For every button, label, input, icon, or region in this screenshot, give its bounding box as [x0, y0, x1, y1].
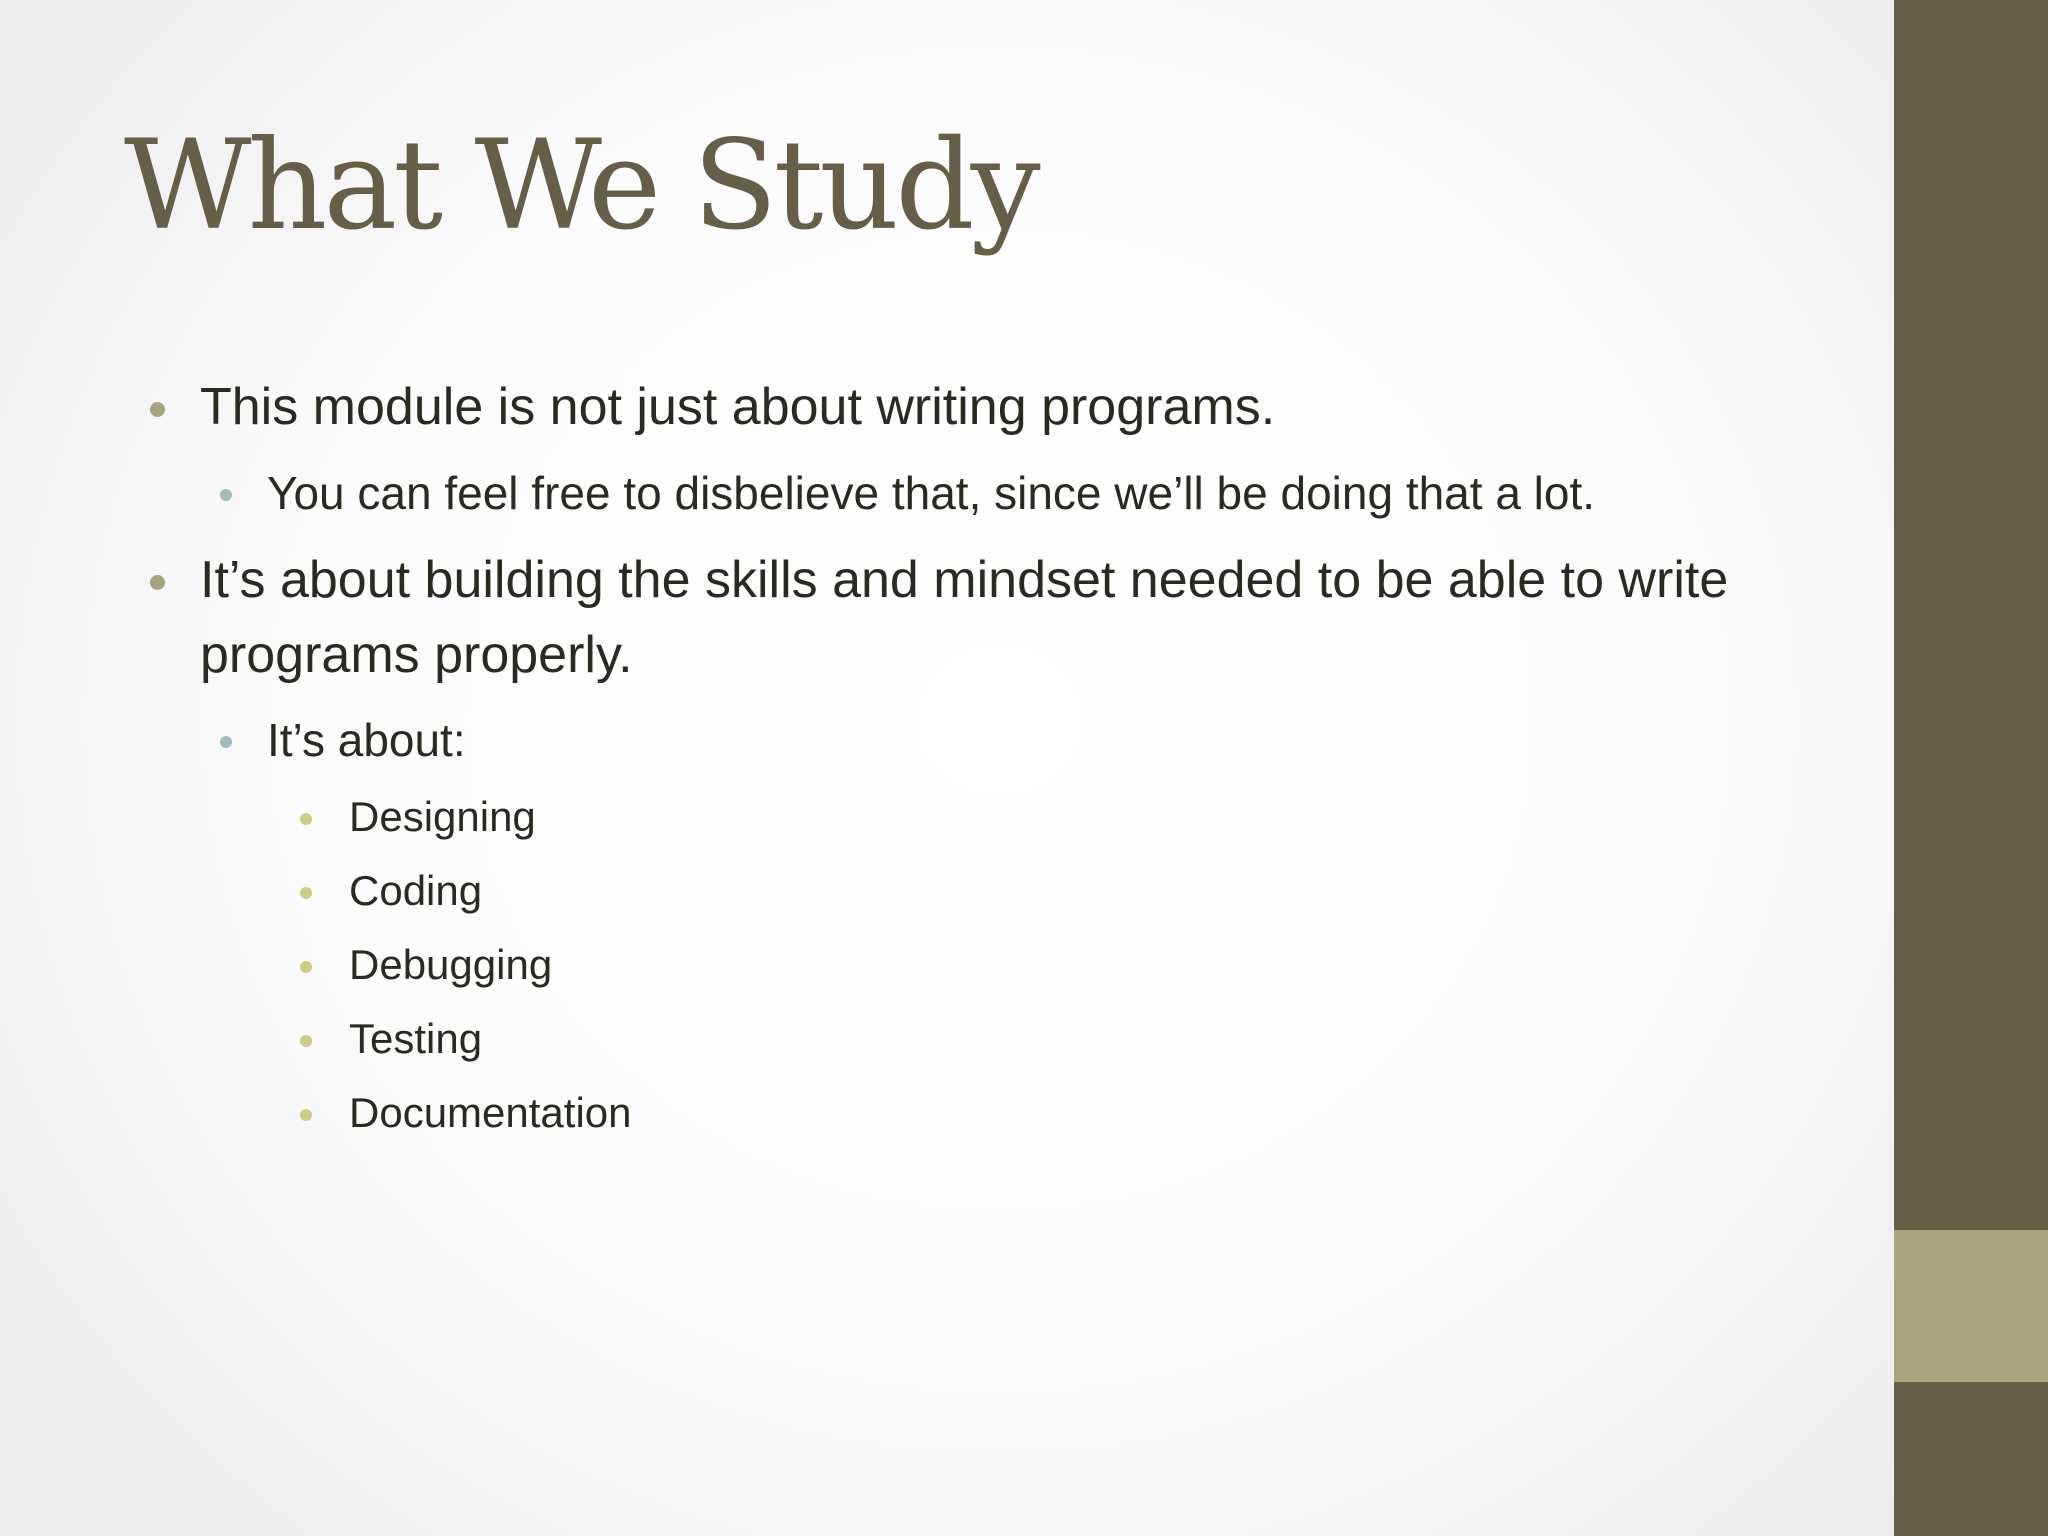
- bullet-text: Coding: [349, 867, 483, 914]
- bullet-text: It’s about building the skills and mindset needed to be able to write programs properly.: [200, 551, 1729, 684]
- bullet-item-level-3: [349, 787, 536, 847]
- side-bar-accent-decoration: [1894, 1230, 2048, 1382]
- bullet-item-level-1: [200, 370, 1275, 445]
- bullet-item-level-2: [267, 463, 1595, 523]
- bullet-dot-icon: [150, 402, 165, 417]
- slide-title: What We Study: [124, 114, 1037, 258]
- bullet-text: Testing: [349, 1015, 483, 1062]
- bullet-dot-icon: [220, 489, 232, 501]
- bullet-item-level-3: [349, 1083, 632, 1143]
- bullet-dot-icon: [300, 813, 312, 825]
- bullet-item-level-1: [200, 543, 1840, 693]
- bullet-item-level-3: [349, 935, 552, 995]
- bullet-text: This module is not just about writing programs.: [200, 378, 1276, 436]
- bullet-dot-icon: [220, 736, 232, 748]
- bullet-text: It’s about:: [267, 714, 466, 766]
- bullet-item-level-3: [349, 861, 482, 921]
- bullet-dot-icon: [150, 575, 165, 590]
- bullet-text: Debugging: [349, 941, 553, 988]
- bullet-text: Documentation: [349, 1089, 632, 1136]
- bullet-dot-icon: [300, 887, 312, 899]
- bullet-item-level-2: [267, 710, 466, 770]
- bullet-item-level-3: [349, 1009, 482, 1069]
- bullet-dot-icon: [300, 1109, 312, 1121]
- bullet-text: You can feel free to disbelieve that, since we’ll be doing that a lot.: [267, 467, 1596, 519]
- bullet-dot-icon: [300, 961, 312, 973]
- bullet-dot-icon: [300, 1035, 312, 1047]
- bullet-text: Designing: [349, 793, 536, 840]
